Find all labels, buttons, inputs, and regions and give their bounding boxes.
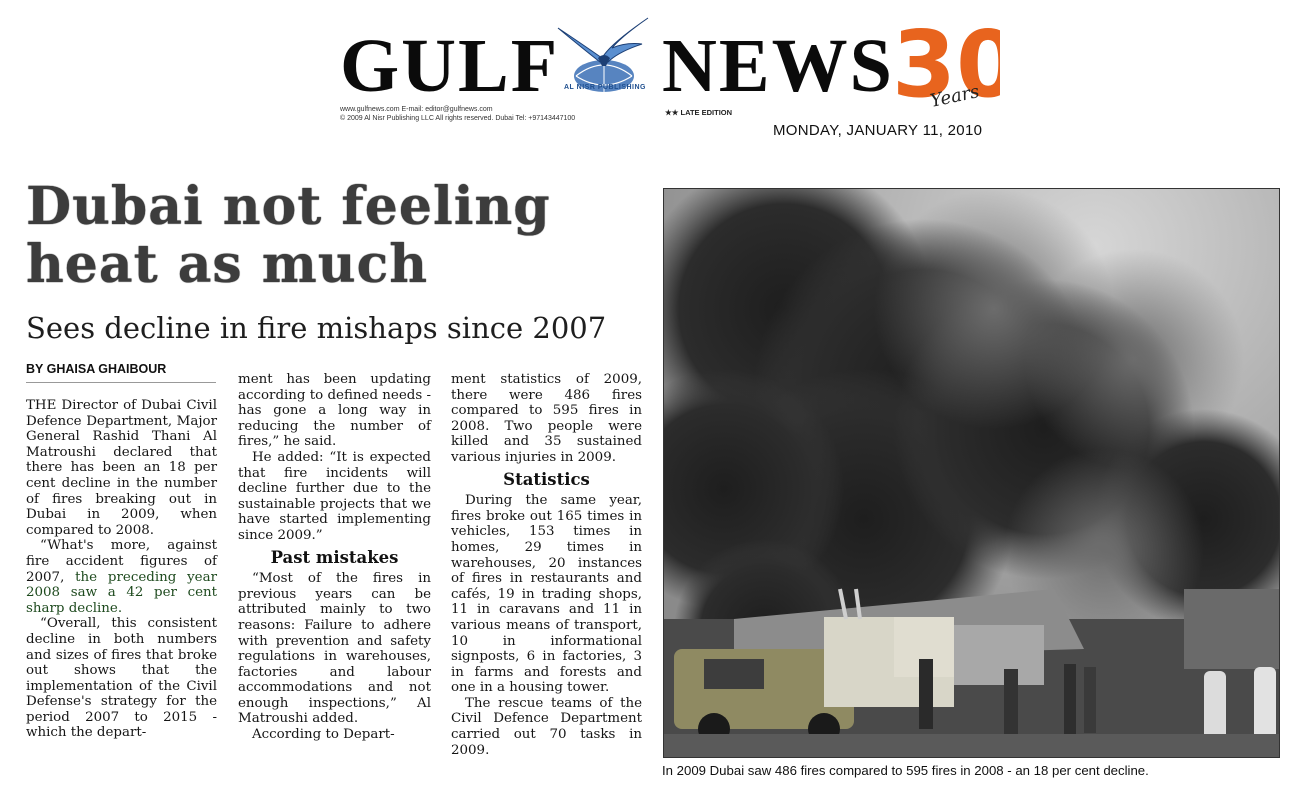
paragraph: ment statistics of 2009, there were 486 fires compared to 595 fires in 2008. Two people were killed and 35 sustained various injuries in 2009.	[451, 372, 642, 465]
paragraph	[26, 538, 217, 616]
news-photo	[663, 188, 1280, 758]
anniversary-number: 30	[892, 11, 1000, 118]
byline: BY GHAISA GHAIBOUR	[26, 362, 216, 383]
paragraph: He added: “It is expected that fire incidents will decline further due to the sustainable projects that we have started implementing since 2009.”	[238, 449, 431, 543]
paragraph-text: “What's more, against fire accident figures of 2007,	[26, 538, 217, 585]
issue-date: MONDAY, JANUARY 11, 2010	[773, 122, 983, 139]
contact-info	[340, 105, 575, 123]
section-heading-past-mistakes: Past mistakes	[270, 547, 399, 567]
section-heading-statistics: Statistics	[503, 469, 590, 489]
article-column-3	[451, 372, 642, 758]
publisher-label: AL NISR PUBLISHING	[564, 84, 646, 91]
anniversary-years-label: Years	[928, 81, 982, 112]
article-column-2	[238, 372, 431, 743]
paragraph: ment has been updating according to defined needs - has gone a long way in reducing the number of fires,” he said.	[238, 372, 431, 450]
paragraph: During the same year, fires broke out 165 times in vehicles, 153 times in homes, 29 times in warehouses, 20 instances of fires in restaurants and cafés, 19 in trading shops, 11 in caravans and 11 in various means of transport, 10 in informational signposts, 6 in factories, 3 in farms and forests and one in a housing tower.	[451, 493, 642, 696]
paragraph: “Most of the fires in previous years can be attributed mainly to two reasons: Failure to adhere with prevention and safety regulations in warehouses, factories and labour accommodations and not enough inspections,” Al Matroushi added.	[238, 571, 431, 727]
headline: Dubai not feeling heat as much	[26, 176, 551, 295]
web-line-1: www.gulfnews.com E-mail: editor@gulfnews.com	[340, 106, 493, 113]
paragraph: THE Director of Dubai Civil Defence Department, Major General Rashid Thani Al Matroushi declared that there has been an 18 per cent decline in the number of fires breaking out in Dubai in 2009, when compared to 2008.	[26, 398, 217, 538]
edition-label: ★★ LATE EDITION	[665, 108, 733, 117]
paragraph: “Overall, this consistent decline in both numbers and sizes of fires that broke out shows that the implementation of the Civil Defense's strategy for the period 2007 to 2015 - which the depart-	[26, 616, 217, 741]
masthead-name-news: NEWS	[662, 24, 894, 108]
paragraph: According to Depart-	[252, 727, 395, 743]
highlighted-text: the preceding year 2008 saw a 42 per cent sharp decline.	[26, 569, 217, 616]
web-line-2: © 2009 Al Nisr Publishing LLC All rights reserved. Dubai Tel: +97143447100	[340, 115, 576, 122]
masthead-name-gulf: GULF	[340, 24, 560, 108]
paragraph: The rescue teams of the Civil Defence Department carried out 70 tasks in 2009.	[451, 695, 642, 758]
subheadline: Sees decline in fire mishaps since 2007	[26, 311, 607, 345]
masthead	[0, 0, 1300, 150]
article-column-1	[26, 398, 217, 741]
photo-caption: In 2009 Dubai saw 486 fires compared to 595 fires in 2008 - an 18 per cent decline.	[662, 763, 1149, 778]
